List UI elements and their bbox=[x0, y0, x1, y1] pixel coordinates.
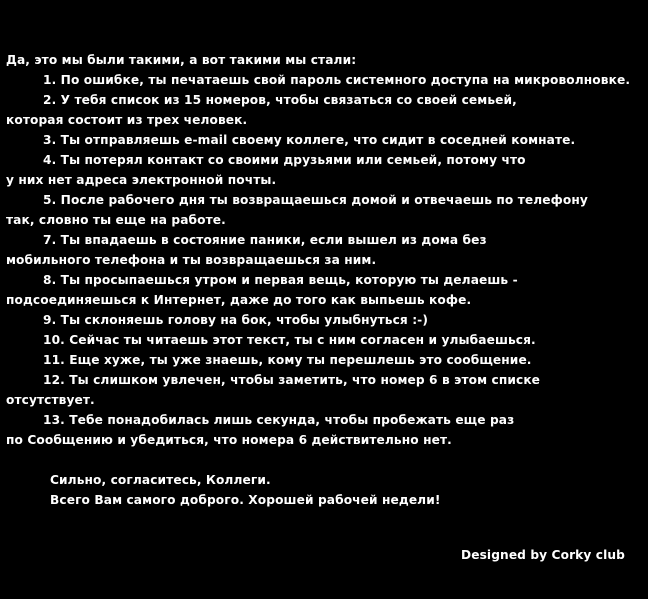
list-item-3: 3. Ты отправляешь e-mail своему коллеге, что сидит в соседней комнате. bbox=[43, 133, 576, 147]
credit-signature: Designed by Corky club bbox=[461, 548, 625, 562]
list-item-7-continuation: мобильного телефона и ты возвращаешься за ним. bbox=[6, 253, 377, 267]
list-item-1: 1. По ошибке, ты печатаешь свой пароль системного доступа на микроволновке. bbox=[43, 73, 631, 87]
list-item-5-continuation: так, словно ты еще на работе. bbox=[6, 213, 226, 227]
list-item-9: 9. Ты склоняешь голову на бок, чтобы улыбнуться :-) bbox=[43, 313, 428, 327]
closing-line-2: Всего Вам самого доброго. Хорошей рабочей недели! bbox=[50, 493, 441, 507]
list-item-12: 12. Ты слишком увлечен, чтобы заметить, что номер 6 в этом списке bbox=[43, 373, 541, 387]
list-item-11: 11. Еще хуже, ты уже знаешь, кому ты перешлешь это сообщение. bbox=[43, 353, 532, 367]
list-item-13: 13. Тебе понадобилась лишь секунда, чтобы пробежать еще раз bbox=[43, 413, 515, 427]
list-item-7: 7. Ты впадаешь в состояние паники, если вышел из дома без bbox=[43, 233, 487, 247]
list-item-8: 8. Ты просыпаешься утром и первая вещь, которую ты делаешь - bbox=[43, 273, 518, 287]
list-item-2-continuation: которая состоит из трех человек. bbox=[6, 113, 248, 127]
closing-line-1: Сильно, согласитесь, Коллеги. bbox=[50, 473, 271, 487]
list-item-10: 10. Сейчас ты читаешь этот текст, ты с ним согласен и улыбаешься. bbox=[43, 333, 536, 347]
list-item-4-continuation: у них нет адреса электронной почты. bbox=[6, 173, 277, 187]
list-item-12-continuation: отсутствует. bbox=[6, 393, 95, 407]
list-item-13-continuation: по Сообщению и убедиться, что номера 6 действительно нет. bbox=[6, 433, 452, 447]
list-item-5: 5. После рабочего дня ты возвращаешься домой и отвечаешь по телефону bbox=[43, 193, 588, 207]
list-item-4: 4. Ты потерял контакт со своими друзьями или семьей, потому что bbox=[43, 153, 526, 167]
list-item-2: 2. У тебя список из 15 номеров, чтобы связаться со своей семьей, bbox=[43, 93, 517, 107]
list-item-8-continuation: подсоединяешься к Интернет, даже до того как выпьешь кофе. bbox=[6, 293, 472, 307]
intro-line: Да, это мы были такими, а вот такими мы стали: bbox=[6, 53, 357, 67]
